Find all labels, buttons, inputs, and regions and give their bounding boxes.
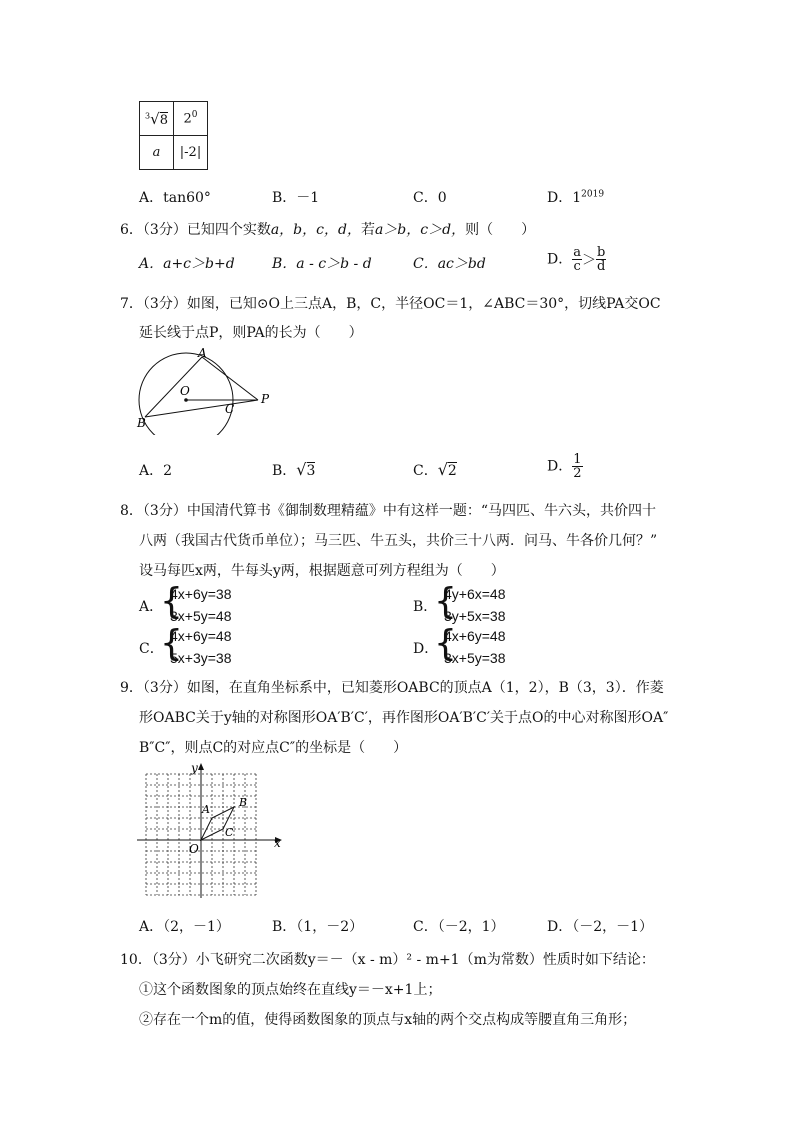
q8-line2: 八两（我国古代货币单位）；马三匹、牛五头，共价三十八两．问马、牛各价几何？” bbox=[139, 533, 658, 549]
q6-cond-expr: a＞b，c＞d， bbox=[374, 222, 466, 238]
q7-d-prefix: D． bbox=[547, 458, 573, 475]
q9-option-c[interactable]: C．（－2，1） bbox=[413, 919, 505, 935]
q8-option-a[interactable] bbox=[160, 581, 260, 626]
q6-end: 则（ ） bbox=[465, 222, 536, 238]
q8-option-d-label[interactable]: D． bbox=[413, 641, 439, 657]
segment-ap bbox=[202, 357, 258, 400]
q9-option-a[interactable]: A．（2，－1） bbox=[139, 919, 230, 935]
q8-line1: 8．（3分）中国清代算书《御制数理精蕴》中有这样一题：“马四匹、牛六头，共价四十 bbox=[120, 503, 656, 519]
q9-option-b[interactable]: B．（1，－2） bbox=[272, 919, 364, 935]
q6-d-gt: ＞ bbox=[582, 252, 596, 269]
q5-cell-abs bbox=[174, 136, 208, 170]
q6-stem bbox=[120, 219, 535, 239]
eq2: 3y+5x=38 bbox=[444, 608, 506, 624]
frac-num: b bbox=[597, 245, 606, 260]
label-c: C bbox=[225, 826, 234, 839]
q9-line1: 9．（3分）如图，在直角坐标系中，已知菱形OABC的顶点A（1，2），B（3，3）．作菱 bbox=[120, 680, 664, 696]
power-exp: 0 bbox=[191, 110, 198, 121]
q5-cell-cuberoot: $^3$√8 bbox=[140, 102, 174, 136]
point-o bbox=[184, 398, 188, 402]
brace-icon: { bbox=[160, 623, 183, 664]
eq1: 4x+6y=38 bbox=[170, 586, 232, 602]
q6-option-d[interactable] bbox=[547, 246, 606, 273]
cell-a-text: a bbox=[152, 145, 161, 160]
label-o: O bbox=[180, 384, 190, 398]
frac-num: 1 bbox=[573, 452, 582, 467]
q5-cell-a bbox=[140, 136, 174, 170]
q8-option-a-label[interactable]: A． bbox=[139, 599, 164, 615]
eq2: 3x+5y=38 bbox=[444, 650, 506, 666]
q6-option-c[interactable]: C．ac＞bd bbox=[413, 256, 486, 272]
q9-line3: B″C″，则点C的对应点C″的坐标是（ ） bbox=[139, 740, 408, 756]
cube-radicand: 8 bbox=[159, 112, 168, 128]
label-c: C bbox=[225, 402, 235, 416]
q5-option-c[interactable]: C．0 bbox=[413, 190, 447, 206]
eq1: 4x+6y=48 bbox=[444, 628, 506, 644]
q5-cell-power bbox=[174, 102, 208, 136]
q6-stem-text: 6．（3分）已知四个实数 bbox=[120, 222, 271, 238]
label-p: P bbox=[261, 392, 270, 406]
q7-option-b[interactable]: B．√3 bbox=[272, 460, 316, 479]
cell-abs-text: |-2| bbox=[179, 145, 202, 160]
frac-den: c bbox=[573, 259, 581, 274]
q9-option-d[interactable]: D．（－2，－1） bbox=[547, 919, 654, 935]
q8-line3: 设马每匹x两，牛每头y两，根据题意可列方程组为（ ） bbox=[139, 563, 505, 579]
label-a: A bbox=[198, 346, 207, 360]
q7-line1: 7．（3分）如图，已知⊙O上三点A，B，C，半径OC＝1，∠ABC＝30°，切线PA交OC bbox=[120, 296, 661, 312]
q5-table bbox=[139, 101, 208, 170]
q5-d-base: 1 bbox=[572, 190, 582, 206]
q5-option-b[interactable]: B．－1 bbox=[272, 190, 320, 206]
y-axis-arrow-icon bbox=[198, 763, 204, 770]
q6-d-prefix: D． bbox=[547, 251, 573, 268]
q5-d-prefix: D． bbox=[547, 190, 573, 206]
eq1: 4x+6y=48 bbox=[170, 628, 232, 644]
q10-line1: 10．（3分）小飞研究二次函数y＝－（x - m）² - m+1（m为常数）性质时如下结论： bbox=[120, 952, 655, 968]
label-b: B bbox=[137, 416, 146, 430]
q10-line2: ①这个函数图象的顶点始终在直线y＝－x+1上； bbox=[139, 982, 442, 998]
q5-d-exp: 2019 bbox=[581, 189, 605, 200]
frac-num: a bbox=[573, 245, 581, 260]
q6-option-a[interactable]: A．a+c＞b+d bbox=[139, 256, 235, 272]
q8-option-b[interactable] bbox=[434, 581, 534, 626]
q7-b-prefix: B． bbox=[272, 463, 297, 479]
q5-option-a[interactable]: A．tan60° bbox=[139, 190, 211, 206]
q7-c-radicand: 2 bbox=[447, 463, 457, 479]
segment-bp bbox=[145, 400, 258, 417]
label-y: y bbox=[191, 761, 198, 775]
q8-option-c[interactable] bbox=[160, 623, 260, 668]
q10-line3: ②存在一个m的值，使得函数图象的顶点与x轴的两个交点构成等腰直角三角形； bbox=[139, 1012, 637, 1028]
eq2: 5x+3y=38 bbox=[170, 650, 232, 666]
q6-cond: 若 bbox=[360, 222, 375, 238]
label-o: O bbox=[189, 842, 199, 856]
q9-figure bbox=[135, 760, 285, 900]
frac-den: 2 bbox=[573, 466, 582, 481]
q6-d-frac1 bbox=[572, 246, 582, 273]
eq2: 3x+5y=48 bbox=[170, 608, 232, 624]
q5-option-d[interactable] bbox=[547, 187, 604, 207]
cube-index: 3 bbox=[145, 111, 151, 121]
frac-den: d bbox=[597, 259, 606, 274]
brace-icon: { bbox=[434, 581, 457, 622]
brace-icon: { bbox=[160, 581, 183, 622]
q7-line2: 延长线于点P，则PA的长为（ ） bbox=[139, 325, 363, 341]
q7-c-prefix: C． bbox=[413, 463, 438, 479]
q7-figure bbox=[130, 345, 280, 435]
power-base: 2 bbox=[183, 111, 192, 127]
q8-option-b-label[interactable]: B． bbox=[413, 599, 438, 615]
q6-d-frac2 bbox=[596, 246, 606, 273]
q7-d-frac bbox=[572, 453, 582, 480]
brace-icon: { bbox=[434, 623, 457, 664]
eq1: 4y+6x=48 bbox=[444, 586, 506, 602]
q6-option-b[interactable]: B．a - c＞b - d bbox=[272, 256, 372, 272]
q7-option-a[interactable]: A．2 bbox=[139, 463, 173, 479]
label-x: x bbox=[274, 836, 281, 850]
q7-option-d[interactable] bbox=[547, 453, 583, 480]
q8-option-c-label[interactable]: C． bbox=[139, 641, 164, 657]
q7-option-c[interactable]: C．√2 bbox=[413, 460, 457, 479]
q6-vars: a，b，c，d， bbox=[270, 222, 361, 238]
q7-b-radicand: 3 bbox=[306, 463, 316, 479]
label-a: A bbox=[202, 803, 210, 816]
q9-line2: 形OABC关于y轴的对称图形OA′B′C′，再作图形OA′B′C′关于点O的中心对称图形OA″ bbox=[139, 710, 669, 726]
label-b: B bbox=[239, 796, 248, 809]
q8-option-d[interactable] bbox=[434, 623, 534, 668]
